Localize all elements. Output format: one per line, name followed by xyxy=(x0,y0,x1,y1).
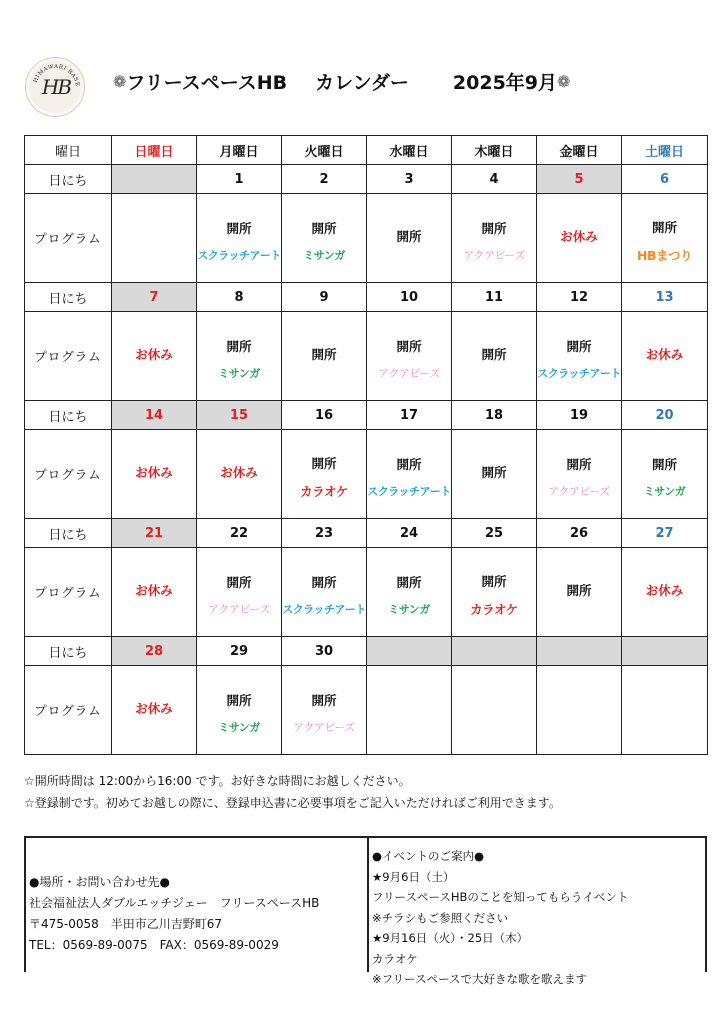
program-cell xyxy=(367,548,452,637)
date-row xyxy=(25,637,708,666)
date-cell xyxy=(622,637,708,666)
program-cell xyxy=(537,312,622,401)
program-cell xyxy=(282,430,367,519)
weekday-monday: 月曜日 xyxy=(197,136,282,165)
events-heading: ●イベントのご案内● xyxy=(372,849,485,863)
event-line: ★9月16日（火）・25日（木） xyxy=(372,931,529,945)
date-cell xyxy=(112,165,197,194)
program-cell xyxy=(197,430,282,519)
program-cell xyxy=(452,666,537,755)
day-status: 開所 xyxy=(651,457,677,472)
program-cell xyxy=(452,430,537,519)
program-name: カラオケ xyxy=(470,602,518,617)
program-name: カラオケ xyxy=(300,484,348,499)
program-cell xyxy=(197,194,282,283)
date-cell: 9 xyxy=(282,283,367,312)
date-cell: 30 xyxy=(282,637,367,666)
weekday-thursday: 木曜日 xyxy=(452,136,537,165)
day-status: 開所 xyxy=(226,339,252,354)
date-cell: 6 xyxy=(622,165,708,194)
program-name: アクアビーズ xyxy=(378,367,440,380)
date-cell: 2 xyxy=(282,165,367,194)
program-cell xyxy=(452,312,537,401)
date-row xyxy=(25,519,708,548)
weekday-tuesday: 火曜日 xyxy=(282,136,367,165)
contact-section xyxy=(26,838,369,972)
date-cell: 14 xyxy=(112,401,197,430)
program-name: ミサンガ xyxy=(388,603,430,616)
day-status: お休み xyxy=(220,465,258,480)
calendar-table xyxy=(24,135,708,755)
day-status: 開所 xyxy=(651,220,677,235)
day-status: 開所 xyxy=(396,575,422,590)
program-name: スクラッチアート xyxy=(367,485,451,498)
program-cell xyxy=(282,548,367,637)
title-right: 2025年9月 xyxy=(452,71,558,94)
page-title xyxy=(113,66,673,96)
day-status: 開所 xyxy=(311,221,337,236)
date-row-label: 日にち xyxy=(25,401,112,430)
program-cell xyxy=(622,312,708,401)
date-row-label: 日にち xyxy=(25,519,112,548)
program-name: アクアビーズ xyxy=(463,249,525,262)
weekday-wednesday: 水曜日 xyxy=(367,136,452,165)
program-name: ミサンガ xyxy=(218,367,260,380)
day-status: 開所 xyxy=(566,339,592,354)
program-row-label: プログラム xyxy=(25,666,112,755)
logo-text: HB xyxy=(41,75,71,99)
date-cell: 22 xyxy=(197,519,282,548)
date-cell: 17 xyxy=(367,401,452,430)
program-cell xyxy=(367,194,452,283)
himawari-base-logo xyxy=(25,57,85,117)
program-cell xyxy=(282,312,367,401)
date-cell: 13 xyxy=(622,283,708,312)
day-status xyxy=(367,699,451,717)
date-cell: 19 xyxy=(537,401,622,430)
logo-ring-text: HIMAWARI BASE xyxy=(32,63,81,88)
date-cell: 26 xyxy=(537,519,622,548)
program-name: ミサンガ xyxy=(303,249,345,262)
date-cell: 18 xyxy=(452,401,537,430)
program-name: アクアビーズ xyxy=(548,485,610,498)
program-cell xyxy=(622,548,708,637)
event-line: ※フリースペースで大好きな歌を歌えます xyxy=(372,972,588,986)
program-row-label: プログラム xyxy=(25,194,112,283)
program-cell xyxy=(367,430,452,519)
contact-heading: ●場所・お問い合わせ先● xyxy=(29,875,170,889)
day-status: 開所 xyxy=(481,347,507,362)
day-status: 開所 xyxy=(226,575,252,590)
day-status: 開所 xyxy=(481,574,507,589)
date-row-label: 日にち xyxy=(25,637,112,666)
date-cell: 10 xyxy=(367,283,452,312)
date-cell xyxy=(452,637,537,666)
program-cell xyxy=(282,194,367,283)
day-status: 開所 xyxy=(226,221,252,236)
event-line: カラオケ xyxy=(372,951,418,966)
day-status: 開所 xyxy=(396,339,422,354)
weekday-saturday: 土曜日 xyxy=(622,136,708,165)
date-cell: 21 xyxy=(112,519,197,548)
program-name: スクラッチアート xyxy=(197,249,281,262)
program-cell xyxy=(197,548,282,637)
program-row xyxy=(25,194,708,283)
date-row xyxy=(25,165,708,194)
date-cell: 24 xyxy=(367,519,452,548)
program-row xyxy=(25,548,708,637)
weekday-row-label: 曜日 xyxy=(25,136,112,165)
event-line: フリースペースHBのことを知ってもらうイベント xyxy=(372,890,629,904)
day-status: 開所 xyxy=(396,457,422,472)
date-row xyxy=(25,283,708,312)
program-cell xyxy=(367,666,452,755)
program-cell xyxy=(537,430,622,519)
sunflower-icon: ❁ xyxy=(557,71,571,91)
program-cell xyxy=(452,194,537,283)
program-name: スクラッチアート xyxy=(282,603,366,616)
program-name: ミサンガ xyxy=(643,485,686,498)
contact-phone: TEL：0569-89-0075 FAX：0569-89-0029 xyxy=(29,938,279,952)
event-line: ★9月6日（土） xyxy=(372,869,455,884)
date-cell xyxy=(537,637,622,666)
program-cell xyxy=(112,666,197,755)
weekday-sunday: 日曜日 xyxy=(112,136,197,165)
program-name: スクラッチアート xyxy=(537,367,621,380)
date-cell: 28 xyxy=(112,637,197,666)
date-cell: 12 xyxy=(537,283,622,312)
date-row xyxy=(25,401,708,430)
date-cell: 5 xyxy=(537,165,622,194)
date-cell: 23 xyxy=(282,519,367,548)
day-status: 開所 xyxy=(311,575,337,590)
program-cell xyxy=(197,312,282,401)
day-status: 開所 xyxy=(311,693,337,708)
day-status xyxy=(112,227,196,245)
program-cell xyxy=(622,430,708,519)
sunflower-icon: ❁ xyxy=(113,71,127,91)
program-row xyxy=(25,666,708,755)
weekday-friday: 金曜日 xyxy=(537,136,622,165)
program-row xyxy=(25,430,708,519)
weekday-header-row xyxy=(25,136,708,165)
contact-address: 〒475-0058 半田市乙川吉野町67 xyxy=(29,917,223,931)
date-cell: 3 xyxy=(367,165,452,194)
day-status xyxy=(622,699,707,717)
note-hours: ☆開所時間は 12:00から16:00 です。お好きな時間にお越しください。 xyxy=(24,774,411,788)
date-cell: 16 xyxy=(282,401,367,430)
program-cell xyxy=(282,666,367,755)
date-cell: 1 xyxy=(197,165,282,194)
date-cell: 7 xyxy=(112,283,197,312)
program-cell xyxy=(537,666,622,755)
note-registration: ☆登録制です。初めてお越しの際に、登録申込書に必要事項をご記入いただければご利用できます。 xyxy=(24,796,561,810)
program-cell xyxy=(112,548,197,637)
day-status: お休み xyxy=(645,347,684,362)
date-cell: 25 xyxy=(452,519,537,548)
program-cell xyxy=(452,548,537,637)
info-box xyxy=(24,836,707,986)
program-row-label: プログラム xyxy=(25,548,112,637)
date-cell: 11 xyxy=(452,283,537,312)
day-status: 開所 xyxy=(566,457,592,472)
day-status: お休み xyxy=(135,465,173,480)
date-cell: 27 xyxy=(622,519,708,548)
program-cell xyxy=(367,312,452,401)
date-cell: 20 xyxy=(622,401,708,430)
events-section xyxy=(369,838,705,986)
program-cell xyxy=(197,666,282,755)
program-name: HBまつり xyxy=(637,248,692,263)
notes xyxy=(24,770,704,814)
program-cell xyxy=(537,194,622,283)
day-status xyxy=(452,699,536,717)
day-status: 開所 xyxy=(311,347,337,362)
program-cell xyxy=(112,312,197,401)
day-status: お休み xyxy=(645,583,684,598)
day-status: 開所 xyxy=(566,583,592,598)
program-cell xyxy=(622,666,708,755)
day-status: 開所 xyxy=(311,456,337,471)
program-name: ミサンガ xyxy=(218,721,260,734)
day-status: お休み xyxy=(560,229,598,244)
date-row-label: 日にち xyxy=(25,165,112,194)
date-cell: 8 xyxy=(197,283,282,312)
day-status: お休み xyxy=(135,701,173,716)
day-status: お休み xyxy=(135,347,173,362)
day-status: 開所 xyxy=(396,229,422,244)
date-row-label: 日にち xyxy=(25,283,112,312)
program-row-label: プログラム xyxy=(25,430,112,519)
date-cell xyxy=(367,637,452,666)
contact-org: 社会福祉法人ダブルエッチジェー フリースペースHB xyxy=(29,896,320,910)
date-cell: 15 xyxy=(197,401,282,430)
day-status: 開所 xyxy=(226,693,252,708)
day-status: 開所 xyxy=(481,465,507,480)
title-left: フリースペースHB xyxy=(126,71,288,94)
date-cell: 4 xyxy=(452,165,537,194)
title-mid: カレンダー xyxy=(315,71,409,94)
program-row xyxy=(25,312,708,401)
day-status: お休み xyxy=(135,583,173,598)
program-name: アクアビーズ xyxy=(293,721,355,734)
day-status: 開所 xyxy=(481,221,507,236)
program-cell xyxy=(622,194,708,283)
program-cell xyxy=(112,430,197,519)
date-cell: 29 xyxy=(197,637,282,666)
program-cell xyxy=(112,194,197,283)
event-line: ※チラシもご参照ください xyxy=(372,910,509,925)
program-name: アクアビーズ xyxy=(208,603,270,616)
program-row-label: プログラム xyxy=(25,312,112,401)
program-cell xyxy=(537,548,622,637)
day-status xyxy=(537,699,621,717)
